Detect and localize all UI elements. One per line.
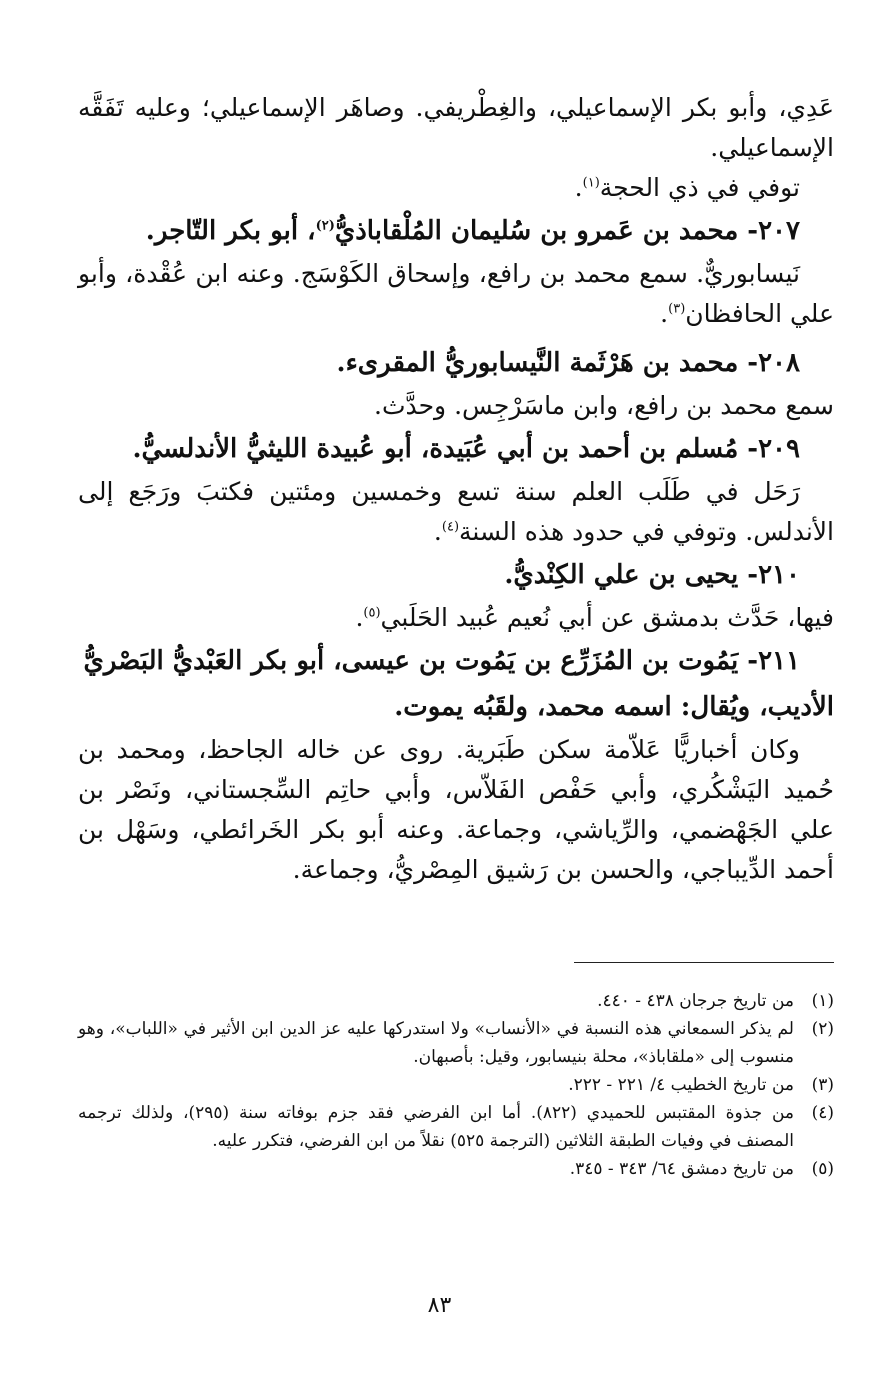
punctuation: . — [433, 517, 442, 546]
punctuation: . — [660, 299, 669, 328]
footnote-text: لم يذكر السمعاني هذه النسبة في «الأنساب» ولا استدركها عليه عز الدين ابن الأثير في «اللباب»، وهو منسوب إلى «ملقاباذ»، محلة بنيسابور، وقيل: بأصبهان. — [78, 1019, 794, 1067]
entry-heading: ٢٠٩- مُسلم بن أحمد بن أبي عُبَيدة، أبو عُبيدة الليثيُّ الأندلسيُّ. — [132, 434, 800, 464]
entry-heading — [78, 208, 834, 254]
footnote-ref[interactable]: (٥) — [363, 605, 381, 621]
paragraph-text: توفي في ذي الحجة — [599, 173, 800, 202]
entry-body: سمع محمد بن رافع، وابن ماسَرْجِس. وحدَّث. — [374, 391, 834, 420]
paragraph — [78, 168, 834, 208]
footnote-ref[interactable]: (١) — [582, 175, 600, 191]
entry-heading: ٢١١- يَمُوت بن المُزَرِّع بن يَمُوت بن عيسى، أبو بكر العَبْديُّ البَصْريُّ الأديب، ويُقال: اسمه محمد، ولقَبُه يموت. — [83, 646, 834, 722]
footnote-item — [78, 987, 834, 1015]
footnote-number: (٥) — [811, 1159, 834, 1179]
entry-body-text: فيها، حَدَّث بدمشق عن أبي نُعيم عُبيد الحَلَبي — [380, 603, 834, 632]
footnote-text: من تاريخ الخطيب ٤/ ٢٢١ - ٢٢٢. — [568, 1075, 794, 1095]
footnote-item — [78, 1155, 834, 1183]
entry-body — [78, 254, 834, 334]
footnote-number: (٢) — [811, 1019, 834, 1039]
footnotes-section — [78, 962, 834, 1183]
footnote-text: من تاريخ جرجان ٤٣٨ - ٤٤٠. — [597, 991, 794, 1011]
footnote-item — [78, 1071, 834, 1099]
footnote-ref[interactable]: (٣) — [668, 301, 686, 317]
footnote-list — [78, 987, 834, 1183]
footnote-text: من جذوة المقتبس للحميدي (٨٢٢). أما ابن الفرضي فقد جزم بوفاته سنة (٢٩٥)، ولذلك ترجمه المصنف في وفيات الطبقة الثلاثين (الترجمة ٥٢٥) نقلاً من ابن الفرضي، فتكرر عليه. — [78, 1103, 794, 1151]
footnote-item — [78, 1099, 834, 1155]
footnote-separator — [574, 962, 834, 963]
footnote-ref[interactable]: (٤) — [441, 519, 460, 535]
footnote-number: (٤) — [811, 1103, 834, 1123]
footnote-number: (٣) — [811, 1075, 834, 1095]
punctuation: . — [574, 173, 583, 202]
entry-body: وكان أخباريًّا عَلاّمة سكن طَبَرية. روى عن خاله الجاحظ، ومحمد بن حُميد اليَشْكُري، وأبي حَفْص الفَلاّس، وأبي حاتِم السِّجستاني، ونَصْر بن علي الجَهْضمي، والرِّياشي، وجماعة. وعنه أبو بكر الخَرائطي، وسَهْل بن أحمد الدِّيباجي، والحسن بن رَشيق المِصْريُّ، وجماعة. — [78, 735, 834, 884]
paragraph: عَدِي، وأبو بكر الإسماعيلي، والغِطْريفي. وصاهَر الإسماعيلي؛ وعليه تَفَقَّه الإسماعيلي. — [78, 93, 834, 162]
entry-body — [78, 598, 834, 638]
main-text — [78, 88, 834, 890]
footnote-number: (١) — [811, 991, 834, 1011]
punctuation: . — [355, 603, 364, 632]
footnote-text: من تاريخ دمشق ٦٤/ ٣٤٣ - ٣٤٥. — [569, 1159, 794, 1179]
page-number: ٨٣ — [427, 1293, 452, 1318]
entry-heading-text: ٢٠٧- محمد بن عَمرو بن سُليمان المُلْقاباذيُّ — [334, 216, 800, 246]
entry-body — [78, 472, 834, 552]
entry-body-text: نَيسابوريٌّ. سمع محمد بن رافع، وإسحاق الكَوْسَج. وعنه ابن عُقْدة، وأبو علي الحافظان — [78, 259, 834, 328]
footnote-item — [78, 1015, 834, 1071]
entry-heading-tail: ، أبو بكر التّاجر. — [145, 216, 316, 246]
entry-heading: ٢٠٨- محمد بن هَرْثَمة النَّيسابوريُّ المقرىء. — [336, 348, 800, 378]
entry-heading: ٢١٠- يحيى بن علي الكِنْديُّ. — [504, 560, 800, 590]
footnote-ref[interactable]: (٢) — [315, 218, 335, 234]
entry-body-text: رَحَل في طَلَب العلم سنة تسع وخمسين ومئتين فكتبَ ورَجَع إلى الأندلس. وتوفي في حدود هذه السنة — [78, 477, 834, 546]
